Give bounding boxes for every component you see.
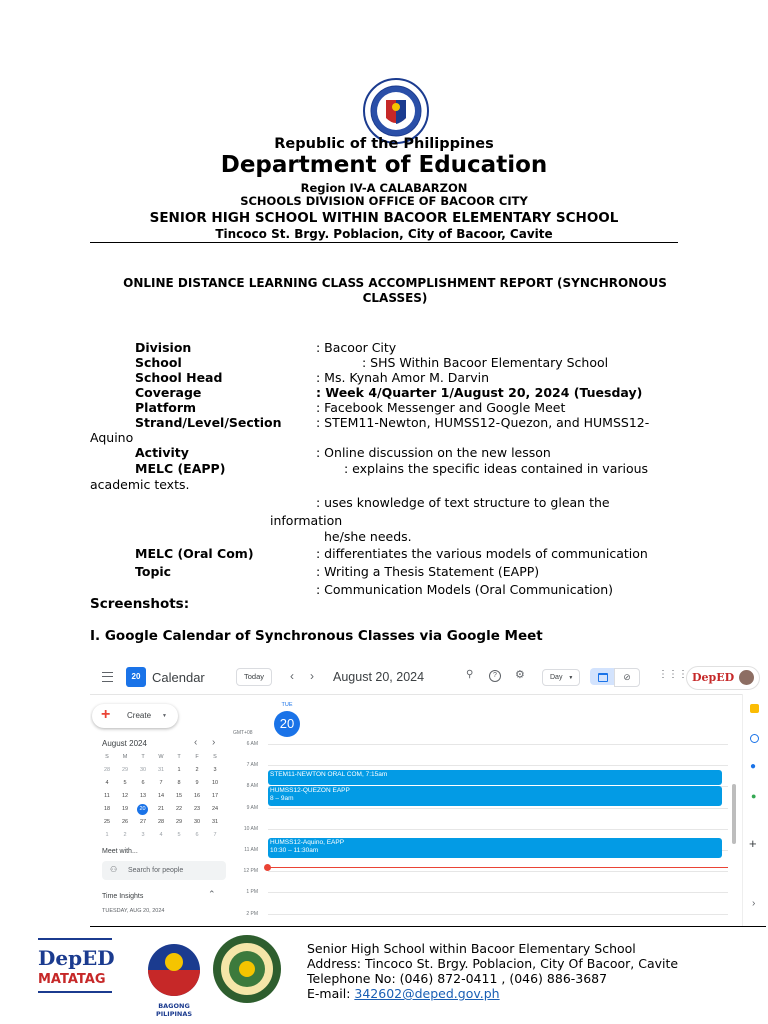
contacts-icon[interactable]: ●: [750, 761, 757, 772]
chevron-up-icon[interactable]: ⌃: [208, 889, 216, 899]
mini-day[interactable]: 18: [103, 806, 111, 812]
footer-email-line: [307, 986, 500, 1001]
settings-gear-icon[interactable]: ⚙: [515, 669, 525, 681]
meet-with-label: Meet with...: [102, 848, 138, 855]
maps-icon[interactable]: ●: [751, 791, 757, 801]
expand-panel-icon[interactable]: ›: [752, 898, 756, 909]
mini-day[interactable]: 28: [157, 819, 165, 825]
event-humss12-quezon[interactable]: [268, 786, 722, 806]
mini-day[interactable]: 20: [137, 804, 148, 815]
mini-day[interactable]: 31: [157, 767, 165, 773]
strand-value: : STEM11-Newton, HUMSS12-Quezon, and HUMSS12-: [316, 415, 650, 430]
mini-day[interactable]: 1: [177, 767, 181, 773]
deped-logo-text: DepED: [38, 946, 115, 970]
footer-email-link[interactable]: 342602@deped.gov.ph: [354, 986, 500, 1001]
school-label: School: [135, 355, 182, 370]
hour-label: 6 AM: [246, 741, 258, 747]
mini-weekday: W: [158, 754, 164, 760]
footer-telephone: Telephone No: (046) 872-0411 , (046) 886-3687: [307, 971, 608, 986]
matatag-logo-text: MATATAG: [38, 972, 106, 987]
hour-gridline: [268, 808, 728, 809]
hour-gridline: [268, 829, 728, 830]
mini-day[interactable]: 2: [195, 767, 199, 773]
apps-grid-icon[interactable]: ⋮⋮⋮: [658, 669, 688, 680]
hour-label: 9 AM: [246, 804, 258, 811]
grid-scrollbar[interactable]: [732, 784, 736, 844]
mini-day[interactable]: 25: [103, 819, 111, 825]
mini-day[interactable]: 4: [105, 780, 109, 786]
hour-label: 11 AM: [244, 847, 258, 853]
timezone-label: GMT+08: [233, 730, 253, 736]
footer-school-name: Senior High School within Bacoor Elementary School: [307, 941, 636, 956]
republic-heading: Republic of the Philippines: [274, 136, 494, 152]
platform-label: Platform: [135, 400, 197, 415]
mini-weekday: F: [195, 754, 199, 760]
event-time: 10:30 – 11:30am: [270, 847, 319, 854]
current-time-dot: [264, 864, 271, 871]
mini-weekday: M: [122, 754, 128, 760]
mini-day[interactable]: 2: [123, 832, 127, 838]
tasks-icon[interactable]: [750, 734, 759, 743]
strand-label: Strand/Level/Section: [135, 415, 282, 430]
hour-gridline: [268, 892, 728, 893]
coverage-label: Coverage: [135, 385, 202, 400]
mini-weekday: S: [105, 754, 109, 760]
view-select[interactable]: [542, 669, 580, 686]
school-value: : SHS Within Bacoor Elementary School: [362, 355, 609, 370]
tasks-view-toggle-icon[interactable]: ⊘: [614, 668, 640, 687]
add-addon-icon[interactable]: +: [749, 836, 757, 851]
mini-day[interactable]: 28: [103, 767, 111, 773]
keep-icon[interactable]: [750, 704, 759, 713]
mini-day[interactable]: 29: [121, 767, 129, 773]
division-label: Division: [135, 340, 192, 355]
mini-day[interactable]: 13: [139, 793, 147, 799]
school-seal-logo: [212, 934, 282, 1004]
school-address-heading: Tincoco St. Brgy. Poblacion, City of Bacoor, Cavite: [215, 227, 553, 241]
event-title: HUMSS12-Aquino, EAPP: [270, 839, 345, 846]
footer-address: Address: Tincoco St. Brgy. Poblacion, City Of Bacoor, Cavite: [307, 956, 679, 971]
screenshots-heading: Screenshots:: [90, 596, 190, 612]
mini-day[interactable]: 16: [193, 793, 201, 799]
insights-date: TUESDAY, AUG 20, 2024: [102, 908, 165, 914]
mini-day[interactable]: 30: [139, 767, 147, 773]
account-chip[interactable]: [686, 666, 760, 690]
mini-day[interactable]: 27: [139, 819, 147, 825]
side-panel: [742, 694, 766, 926]
event-title: HUMSS12-QUEZON EAPP: [270, 787, 350, 794]
deped-brand-text: DepED: [692, 671, 735, 684]
mini-day[interactable]: 22: [175, 806, 183, 812]
menu-icon[interactable]: [102, 672, 113, 682]
mini-day[interactable]: 31: [211, 819, 219, 825]
time-grid: [268, 738, 728, 926]
school-heading: SENIOR HIGH SCHOOL WITHIN BACOOR ELEMENTARY SCHOOL: [149, 210, 619, 226]
event-humss12-aquino[interactable]: [268, 838, 722, 858]
mini-day[interactable]: 15: [175, 793, 183, 799]
next-day-icon[interactable]: ›: [310, 669, 314, 683]
search-people-placeholder: Search for people: [128, 867, 184, 874]
mini-day[interactable]: 9: [195, 780, 199, 786]
mini-day[interactable]: 5: [123, 780, 127, 786]
plus-icon: +: [101, 706, 111, 723]
school-head-value: : Ms. Kynah Amor M. Darvin: [316, 370, 490, 385]
mini-day[interactable]: 11: [104, 793, 110, 799]
mini-day[interactable]: 29: [175, 819, 183, 825]
hour-labels: [232, 738, 262, 926]
mini-calendar-grid: [98, 754, 228, 844]
mini-day[interactable]: 3: [141, 832, 145, 838]
mini-day[interactable]: 6: [141, 780, 145, 786]
chevron-down-icon: ▼: [162, 713, 167, 719]
topic-label: Topic: [135, 564, 172, 579]
mini-day[interactable]: 19: [121, 806, 129, 812]
deped-matatag-logo: [38, 938, 114, 1004]
melc-eapp-value: : explains the specific ideas contained in various: [344, 461, 649, 476]
mini-weekday: T: [141, 754, 145, 760]
mini-day[interactable]: 6: [195, 832, 199, 838]
melc-eapp-value2: : uses knowledge of text structure to glean the: [316, 495, 610, 510]
hour-gridline: [268, 765, 728, 766]
section-google-calendar-heading: I. Google Calendar of Synchronous Classes via Google Meet: [90, 628, 543, 644]
platform-value: : Facebook Messenger and Google Meet: [316, 400, 566, 415]
melc-eapp-label: MELC (EAPP): [135, 461, 226, 476]
current-date-title: August 20, 2024: [333, 670, 425, 684]
calendar-app-name: Calendar: [152, 670, 205, 685]
avatar[interactable]: [739, 670, 754, 685]
mini-day[interactable]: 7: [213, 832, 217, 838]
hour-label: 2 PM: [246, 910, 258, 917]
mini-day[interactable]: 30: [193, 819, 201, 825]
strand-value-cont: Aquino: [90, 430, 134, 445]
division-office-heading: SCHOOLS DIVISION OFFICE OF BACOOR CITY: [240, 194, 528, 208]
topic-value: : Writing a Thesis Statement (EAPP): [316, 564, 540, 579]
mini-day[interactable]: 23: [193, 806, 201, 812]
create-label: Create: [127, 711, 152, 720]
chevron-down-icon: ▼: [568, 675, 574, 681]
department-heading: Department of Education: [220, 152, 548, 178]
help-icon[interactable]: ?: [489, 670, 501, 682]
melc-eapp-cont3: he/she needs.: [324, 529, 412, 544]
footer-email-label: E-mail:: [307, 986, 355, 1001]
melc-oral-label: MELC (Oral Com): [135, 546, 254, 561]
region-heading: Region IV-A CALABARZON: [300, 181, 468, 195]
event-title: STEM11-NEWTON ORAL COM, 7:15am: [270, 771, 388, 778]
mini-month-title: August 2024: [102, 739, 147, 748]
mini-weekday: T: [177, 754, 181, 760]
event-time: 8 – 9am: [270, 795, 294, 802]
mini-day[interactable]: 4: [159, 832, 163, 838]
report-title: ONLINE DISTANCE LEARNING CLASS ACCOMPLISHMENT REPORT (SYNCHRONOUS CLASSES): [123, 276, 667, 305]
mini-day[interactable]: 8: [177, 780, 181, 786]
hour-label: 7 AM: [246, 762, 258, 769]
search-icon[interactable]: ⚲: [466, 669, 474, 680]
mini-day[interactable]: 26: [121, 819, 129, 825]
melc-oral-value: : differentiates the various models of communication: [316, 546, 648, 561]
mini-day[interactable]: 10: [211, 780, 219, 786]
google-calendar-screenshot: [90, 660, 766, 926]
mini-day[interactable]: 3: [213, 767, 217, 773]
hour-label: 12 PM: [243, 868, 258, 875]
mini-day[interactable]: 17: [211, 793, 219, 799]
day-number[interactable]: 20: [274, 711, 300, 737]
day-name: TUE: [281, 702, 293, 708]
school-head-label: School Head: [135, 370, 223, 385]
time-insights-label: Time Insights: [102, 893, 144, 900]
bagong-pilipinas-logo: [140, 940, 208, 1018]
mini-weekday: S: [213, 754, 217, 760]
activity-value: : Online discussion on the new lesson: [316, 445, 551, 460]
mini-day[interactable]: 5: [177, 832, 181, 838]
division-value: : Bacoor City: [316, 340, 397, 355]
mini-next-icon[interactable]: ›: [212, 737, 216, 748]
header-divider: [90, 242, 678, 243]
hour-label: 10 AM: [243, 825, 258, 832]
view-select-value: Day: [550, 674, 563, 681]
mini-day[interactable]: 1: [105, 832, 109, 838]
hour-gridline: [268, 744, 728, 745]
mini-day[interactable]: 7: [159, 780, 163, 786]
footer-divider: [90, 926, 766, 927]
event-stem11-newton[interactable]: [268, 770, 722, 785]
calendar-view-toggle[interactable]: [590, 668, 614, 685]
hour-gridline: [268, 914, 728, 915]
deped-seal-logo: [360, 78, 432, 144]
create-button[interactable]: [92, 704, 178, 728]
today-button[interactable]: Today: [236, 668, 272, 686]
activity-label: Activity: [135, 445, 189, 460]
bagong-pilipinas-text: BAGONG PILIPINAS: [155, 1002, 193, 1018]
mini-day[interactable]: 14: [157, 793, 165, 799]
mini-prev-icon[interactable]: ‹: [194, 737, 198, 748]
coverage-value: : Week 4/Quarter 1/August 20, 2024 (Tuesday): [316, 385, 643, 400]
hour-label: 8 AM: [246, 783, 258, 790]
melc-eapp-cont2: information: [270, 513, 343, 528]
current-time-line: [268, 867, 728, 868]
mini-day[interactable]: 21: [157, 806, 165, 812]
topic-value2: : Communication Models (Oral Communication): [316, 582, 614, 597]
people-icon: ⚇: [110, 865, 118, 874]
hour-gridline: [268, 871, 728, 872]
calendar-logo-icon: 20: [126, 667, 146, 687]
prev-day-icon[interactable]: ‹: [290, 669, 294, 683]
melc-eapp-cont: academic texts.: [90, 477, 190, 492]
mini-day[interactable]: 12: [121, 793, 129, 799]
search-people-input[interactable]: [102, 861, 226, 880]
mini-day[interactable]: 24: [211, 806, 219, 812]
hour-label: 1 PM: [246, 889, 258, 896]
